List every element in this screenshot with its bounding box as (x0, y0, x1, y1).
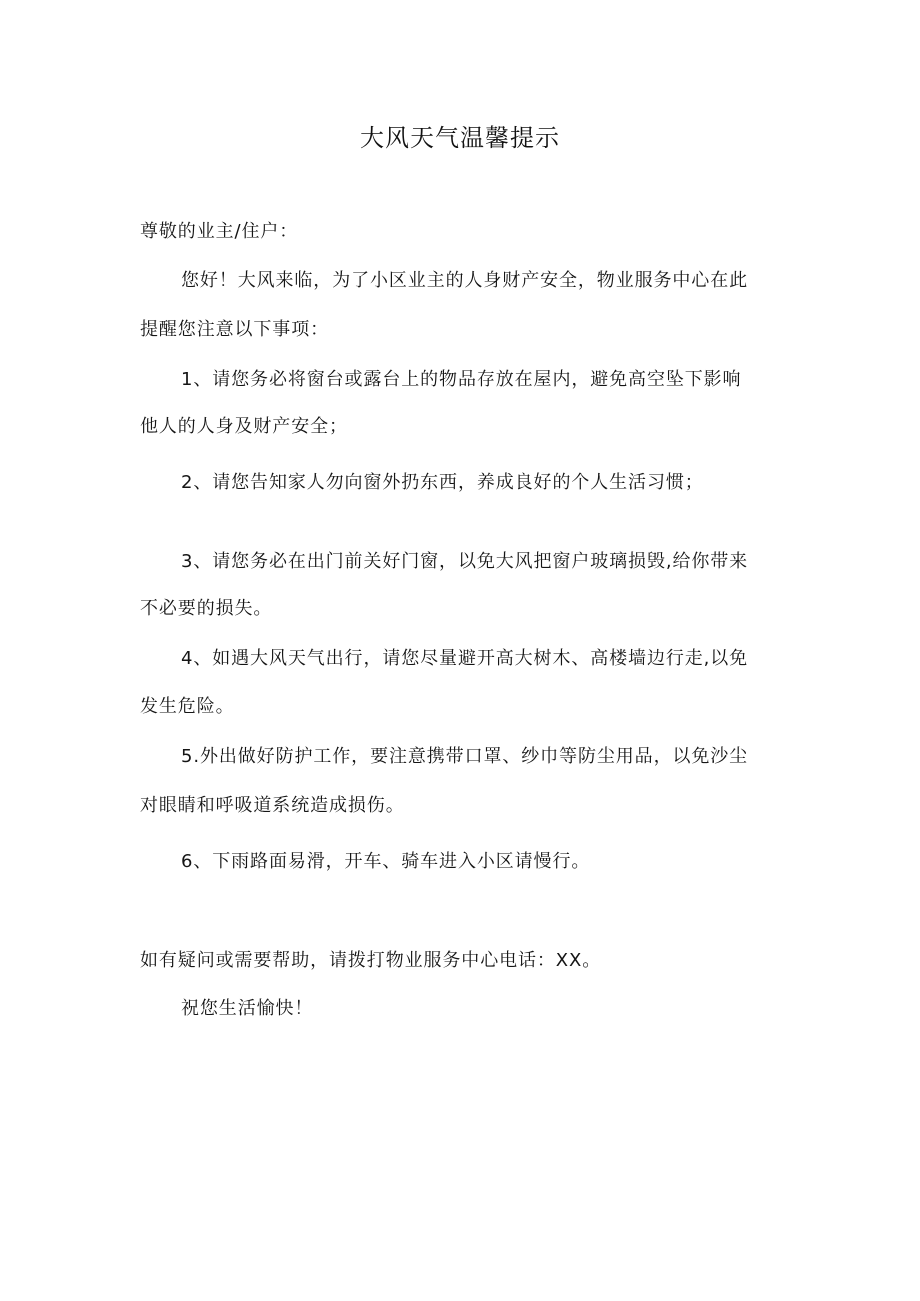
item-3-line-2: 不必要的损失。 (140, 598, 273, 619)
item-5-line-1: 5.外出做好防护工作，要注意携带口罩、纱巾等防尘用品，以免沙尘 (181, 746, 749, 767)
contact-line: 如有疑问或需要帮助，请拨打物业服务中心电话：XX。 (140, 950, 602, 971)
document-title: 大风天气温馨提示 (360, 124, 560, 152)
item-1-line-1: 1、请您务必将窗台或露台上的物品存放在屋内，避免高空坠下影响 (181, 369, 742, 390)
item-4-line-2: 发生危险。 (140, 696, 235, 717)
item-6-line-1: 6、下雨路面易滑，开车、骑车进入小区请慢行。 (181, 851, 591, 872)
item-2-line-1: 2、请您告知家人勿向窗外扔东西，养成良好的个人生活习惯； (181, 472, 704, 493)
item-3-line-1: 3、请您务必在出门前关好门窗，以免大风把窗户玻璃损毁,给你带来 (181, 551, 749, 572)
item-4-line-1: 4、如遇大风天气出行，请您尽量避开高大树木、高楼墙边行走,以免 (181, 648, 749, 669)
intro-line-2: 提醒您注意以下事项： (140, 319, 329, 340)
closing-line: 祝您生活愉快！ (181, 998, 314, 1019)
salutation: 尊敬的业主/住户： (140, 221, 299, 242)
item-1-line-2: 他人的人身及财产安全； (140, 416, 348, 437)
item-5-line-2: 对眼睛和呼吸道系统造成损伤。 (140, 795, 405, 816)
intro-line-1: 您好！大风来临，为了小区业主的人身财产安全，物业服务中心在此 (181, 270, 748, 291)
